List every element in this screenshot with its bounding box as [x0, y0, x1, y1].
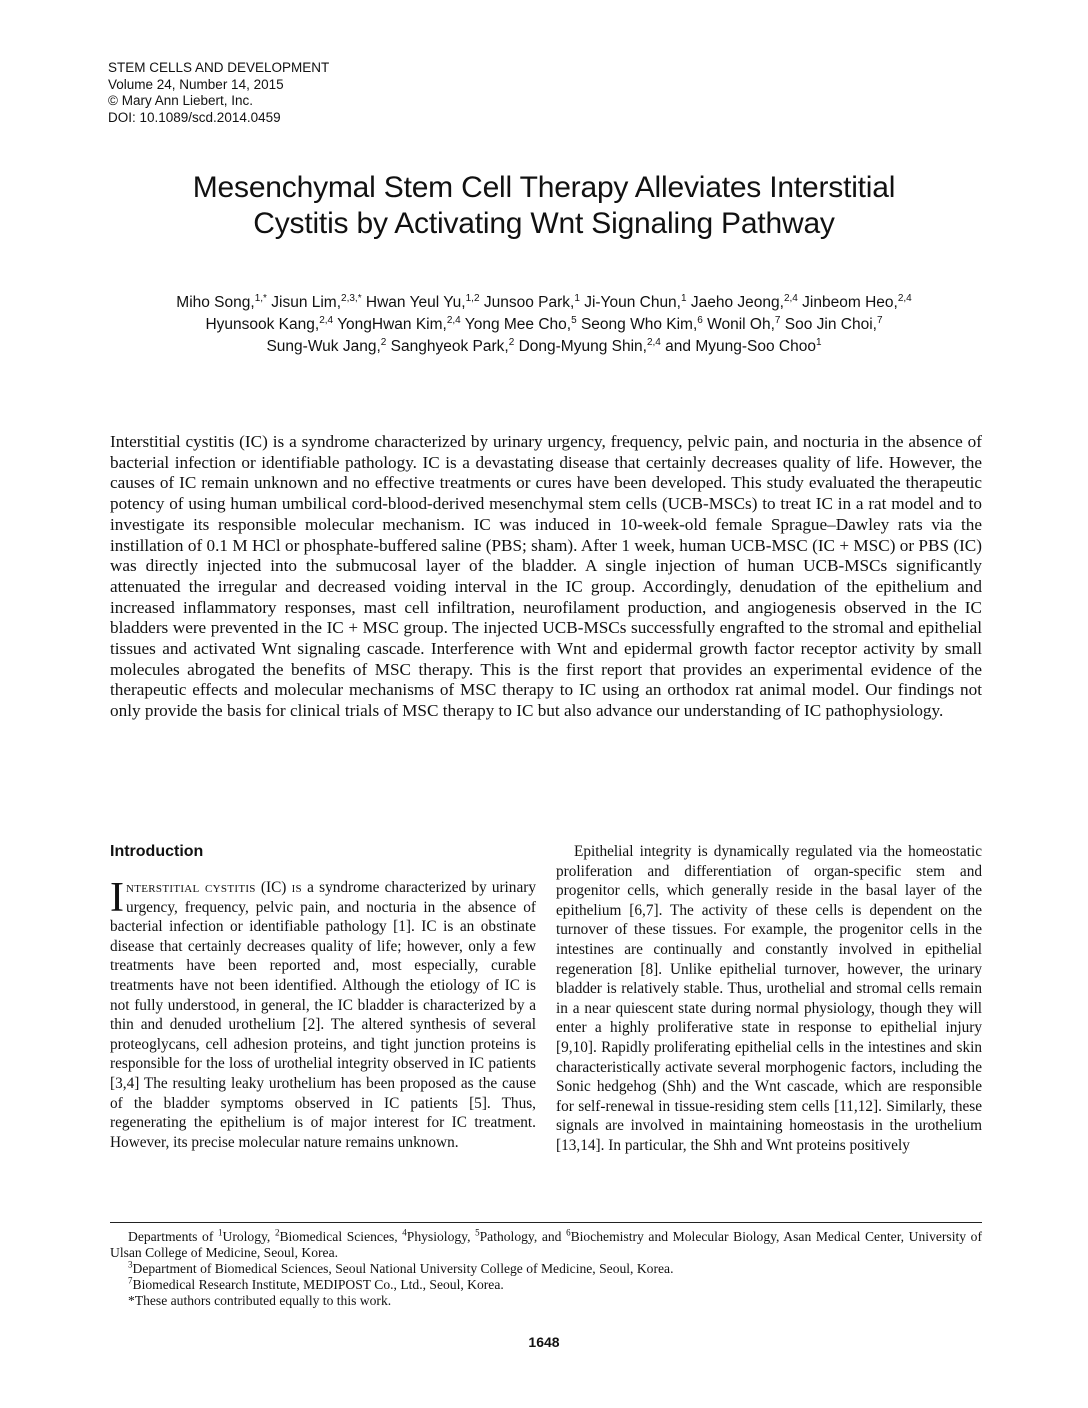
author-name: Jisun Lim, [271, 294, 342, 311]
author-name: Jaeho Jeong, [690, 294, 784, 311]
author-affiliation: 2,4 [783, 292, 798, 304]
title-line-1: Mesenchymal Stem Cell Therapy Alleviates Interstitial [192, 171, 896, 204]
footnote-sup: 1 [218, 1227, 223, 1238]
footnote-dept-text: Biomedical Sciences, [279, 1229, 403, 1244]
author [581, 316, 703, 333]
introduction-paragraph-1 [110, 875, 536, 1152]
author [366, 294, 480, 311]
left-column [110, 842, 536, 1152]
footnote-divider [110, 1222, 982, 1223]
footnote-dept-text: Biochemistry and Molecular Biology, Asan Medical Center, University of Ulsan College of Medicine, Seoul, Korea. [110, 1229, 982, 1260]
author [205, 316, 333, 333]
author-affiliation: 1,2 [465, 292, 480, 304]
footnotes [110, 1229, 982, 1309]
author [785, 316, 883, 333]
author [465, 316, 577, 333]
right-column [556, 842, 982, 1156]
footnote-affiliation-3 [110, 1261, 982, 1277]
author-name: Jinbeom Heo, [802, 294, 898, 311]
footnote-affiliation-text: Department of Biomedical Sciences, Seoul National University College of Medicine, Seoul, Korea. [132, 1261, 674, 1276]
paragraph-1-text: a syndrome characterized by urinary urgency, frequency, pelvic pain, and nocturia in the absence of bacterial infection or identifiable pathology [1]. IC is an obstinate disease that certainly decreases quality of life; however, only a few treatments have been reported and, most especially, curable treatments have not been identified. Although the etiology of IC is not fully understood, in general, the IC bladder is characterized by a thin and denuded urothelium [2]. The altered synthesis of several proteoglycans, cell adhesion proteins, and tight junction proteins is responsible for the loss of urothelial integrity observed in IC patients [3,4] The resulting leaky urothelium has been proposed as the cause of the bladder symptoms observed in IC patients [5]. Thus, regenerating the epithelium is of major interest for IC treatment. However, its precise molecular nature remains unknown. [110, 879, 536, 1151]
author-name: YongHwan Kim, [337, 316, 447, 333]
author [584, 294, 686, 311]
footnote-dept-prefix: Departments of [128, 1229, 218, 1244]
author-affiliation: 2,3,* [341, 292, 362, 304]
author-affiliation: 1 [574, 292, 580, 304]
footnote-equal-contribution: *These authors contributed equally to this work. [128, 1293, 392, 1308]
author [271, 294, 361, 311]
author-name: Junsoo Park, [483, 294, 575, 311]
author [176, 294, 267, 311]
author-affiliation: 2,4 [646, 336, 661, 348]
footnote-sup: 4 [402, 1227, 407, 1238]
author-name: Hwan Yeul Yu, [365, 294, 466, 311]
author-name: Soo Jin Choi, [784, 316, 877, 333]
footnote-dept-text: Pathology, and [479, 1229, 567, 1244]
author [691, 294, 798, 311]
footnote-affiliation-text: Biomedical Research Institute, MEDIPOST Co., Ltd., Seoul, Korea. [132, 1277, 504, 1292]
author-affiliation: 2 [508, 336, 515, 348]
footnote-dept-text: Physiology, [406, 1229, 476, 1244]
author-name: Ji-Youn Chun, [584, 294, 681, 311]
author [484, 294, 580, 311]
author-affiliation: 7 [877, 314, 883, 326]
author [707, 316, 780, 333]
footnote-departments [110, 1229, 982, 1261]
lead-abbrev: (IC) [255, 879, 292, 896]
author [337, 316, 461, 333]
footnote-sup: 5 [475, 1227, 480, 1238]
author-affiliation: 1 [681, 292, 687, 304]
article-title [60, 170, 1028, 242]
author-name: Sanghyeok Park, [390, 338, 509, 355]
author-affiliation: 2,4 [897, 292, 912, 304]
footnote-sup: 7 [128, 1275, 133, 1286]
drop-cap: I [110, 875, 124, 921]
abstract: Interstitial cystitis (IC) is a syndrome characterized by urinary urgency, frequency, pelvic pain, and nocturia in the absence of bacterial infection or identifiable pathology. IC is a devastating disease that certainly decreases quality of life. However, the causes of IC remain unknown and no effective treatments or cures have been developed. This study evaluated the therapeutic potency of using human umbilical cord-blood-derived mesenchymal stem cells (UCB-MSCs) to treat IC in a rat model and to investigate its responsible molecular mechanism. IC was induced in 10-week-old female Sprague–Dawley rats via the instillation of 0.1 M HCl or phosphate-buffered saline (PBS; sham). After 1 week, human UCB-MSC (IC + MSC) or PBS (IC) was directly injected into the submucosal layer of the bladder. A single injection of human UCB-MSCs significantly attenuated the irregular and decreased voiding interval in the IC group. Accordingly, denudation of the epithelium and increased inflammatory responses, mast cell infiltration, neurofilament production, and angiogenesis observed in the IC bladders were prevented in the IC + MSC group. The injected UCB-MSCs successfully engrafted to the stromal and epithelial tissues and activated Wnt signaling cascade. Interference with Wnt and epidermal growth factor receptor activity by small molecules abrogated the benefits of MSC therapy. This is the first report that provides an experimental evidence of the therapeutic effects and molecular mechanisms of MSC therapy to IC using an orthodox rat animal model. Our findings not only provide the basis for clinical trials of MSC therapy to IC but also advance our understanding of IC pathophysiology. [110, 432, 982, 721]
journal-doi: DOI: 10.1089/scd.2014.0459 [108, 109, 281, 125]
journal-header [108, 60, 329, 126]
journal-copyright: © Mary Ann Liebert, Inc. [108, 93, 254, 108]
author [665, 338, 821, 355]
author-affiliation: 6 [697, 314, 703, 326]
author [266, 338, 386, 355]
title-line-2: Cystitis by Activating Wnt Signaling Pathway [253, 207, 835, 240]
author-affiliation: 1 [815, 336, 822, 348]
author-affiliation: 2,4 [319, 314, 334, 326]
author-affiliation: 2 [380, 336, 387, 348]
author-list [60, 292, 1028, 358]
journal-name: STEM CELLS AND DEVELOPMENT [108, 60, 330, 75]
smallcaps-lead-2: is [291, 879, 302, 896]
author-name: Wonil Oh, [707, 316, 775, 333]
author-name: Yong Mee Cho, [464, 316, 572, 333]
author-name: Dong-Myung Shin, [518, 338, 647, 355]
footnote-affiliation-7 [110, 1277, 982, 1293]
author-affiliation: 5 [571, 314, 577, 326]
author-name: Sung-Wuk Jang, [266, 338, 381, 355]
author-affiliation: 2,4 [446, 314, 461, 326]
smallcaps-lead: nterstitial cystitis [126, 879, 256, 896]
author [391, 338, 515, 355]
author-name: Miho Song, [176, 294, 255, 311]
introduction-heading: Introduction [110, 843, 204, 860]
introduction-paragraph-2: Epithelial integrity is dynamically regulated via the homeostatic proliferation and differentiation of organ-specific stem and progenitor cells, which generally reside in the basal layer of the epithelium [6,7]. The activity of these cells is dependent on the turnover of these tissues. For example, the progenitor cells in the intestines are continually and constantly involved in epithelial regeneration [8]. Unlike epithelial turnover, however, the urinary bladder is relatively stable. Thus, urothelial and stromal cells remain in a near quiescent state during normal physiology, though they will enter a highly proliferative state in response to epithelial injury [9,10]. Rapidly proliferating epithelial cells in the intestines and skin characteristically activate several morphogenic factors, including the Sonic hedgehog (Shh) and the Wnt cascade, which are responsible for self-renewal in tissue-residing stem cells [11,12]. Similarly, these signals are involved in maintaining homeostasis in the urothelium [13,14]. In particular, the Shh and Wnt proteins positively [556, 843, 982, 1154]
author-name: and Myung-Soo Choo [665, 338, 816, 355]
author-name: Hyunsook Kang, [205, 316, 320, 333]
author-affiliation: 1,* [254, 292, 267, 304]
author-name: Seong Who Kim, [580, 316, 698, 333]
journal-volume: Volume 24, Number 14, 2015 [108, 76, 284, 92]
author-affiliation: 7 [774, 314, 781, 326]
author [802, 294, 912, 311]
footnote-dept-text: Urology, [222, 1229, 275, 1244]
footnote-sup: 3 [128, 1259, 133, 1270]
footnote-sup: 2 [274, 1227, 280, 1238]
page-number: 1648 [528, 1334, 560, 1350]
author [519, 338, 661, 355]
footnote-sup: 6 [566, 1227, 571, 1238]
